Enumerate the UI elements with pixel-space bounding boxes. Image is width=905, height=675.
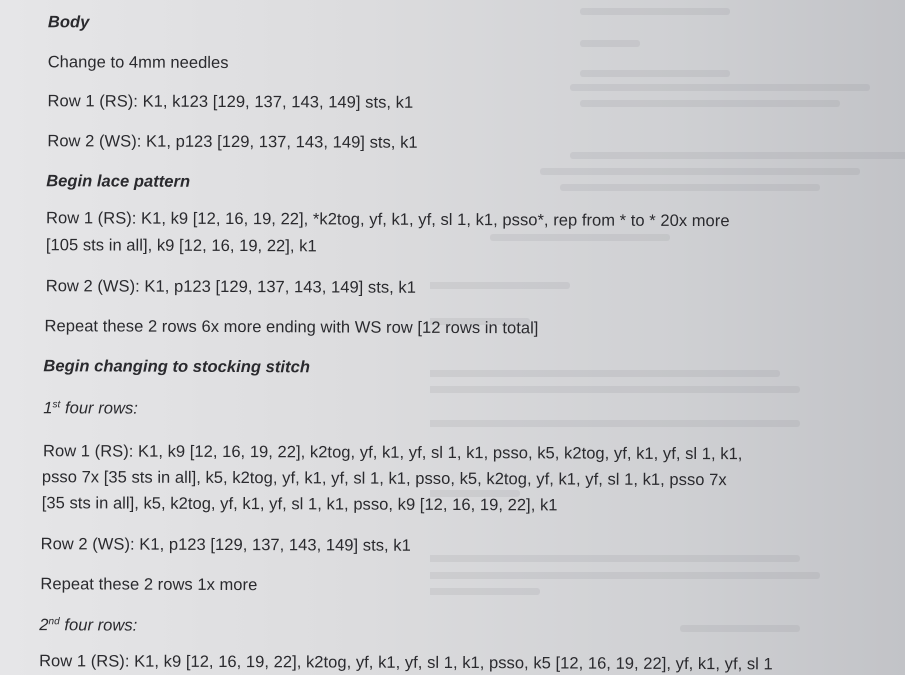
ss-row-1-line-3: [35 sts in all], k5, k2tog, yf, k1, yf, sl 1, k1, psso, k9 [12, 16, 19, 22], k1 — [41, 494, 558, 515]
ss-repeat: Repeat these 2 rows 1x more — [40, 575, 258, 595]
lace-row-2: Row 2 (WS): K1, p123 [129, 137, 143, 149] sts, k1 — [45, 277, 417, 297]
lace-row-1-line-2: [105 sts in all], k9 [12, 16, 19, 22], k1 — [45, 236, 317, 256]
lace-heading: Begin lace pattern — [46, 172, 191, 191]
ss-row-1-line-2: psso 7x [35 sts in all], k5, k2tog, yf, k1, yf, sl 1, k1, psso, k5, k2tog, yf, k1, yf, sl 1, k1, psso 7x — [41, 468, 727, 490]
second-four-rows-label: 2nd four rows: — [39, 616, 138, 635]
stocking-stitch-heading: Begin changing to stocking stitch — [43, 357, 311, 377]
lace-repeat: Repeat these 2 rows 6x more ending with WS row [12 rows in total] — [44, 317, 539, 338]
body-row-2: Row 2 (WS): K1, p123 [129, 137, 143, 149] sts, k1 — [47, 132, 418, 152]
ss-row-2: Row 2 (WS): K1, p123 [129, 137, 143, 149] sts, k1 — [40, 535, 411, 555]
lace-row-1-line-1: Row 1 (RS): K1, k9 [12, 16, 19, 22], *k2tog, yf, k1, yf, sl 1, k1, psso*, rep from * to * 20x more — [46, 209, 730, 231]
body-heading: Body — [47, 13, 90, 32]
first-four-rows-label: 1st four rows: — [43, 399, 138, 418]
ss-second-row-1-cut: Row 1 (RS): K1, k9 [12, 16, 19, 22], k2tog, yf, k1, yf, sl 1, k1, psso, k5 [12, 16, 19, 22], yf, k1, yf, sl 1 — [39, 652, 773, 674]
body-row-1: Row 1 (RS): K1, k123 [129, 137, 143, 149] sts, k1 — [47, 92, 414, 112]
ss-row-1-line-1: Row 1 (RS): K1, k9 [12, 16, 19, 22], k2tog, yf, k1, yf, sl 1, k1, psso, k5, k2tog, yf, k1, yf, sl 1, k1, — [42, 442, 743, 464]
needles-instruction: Change to 4mm needles — [47, 53, 229, 72]
